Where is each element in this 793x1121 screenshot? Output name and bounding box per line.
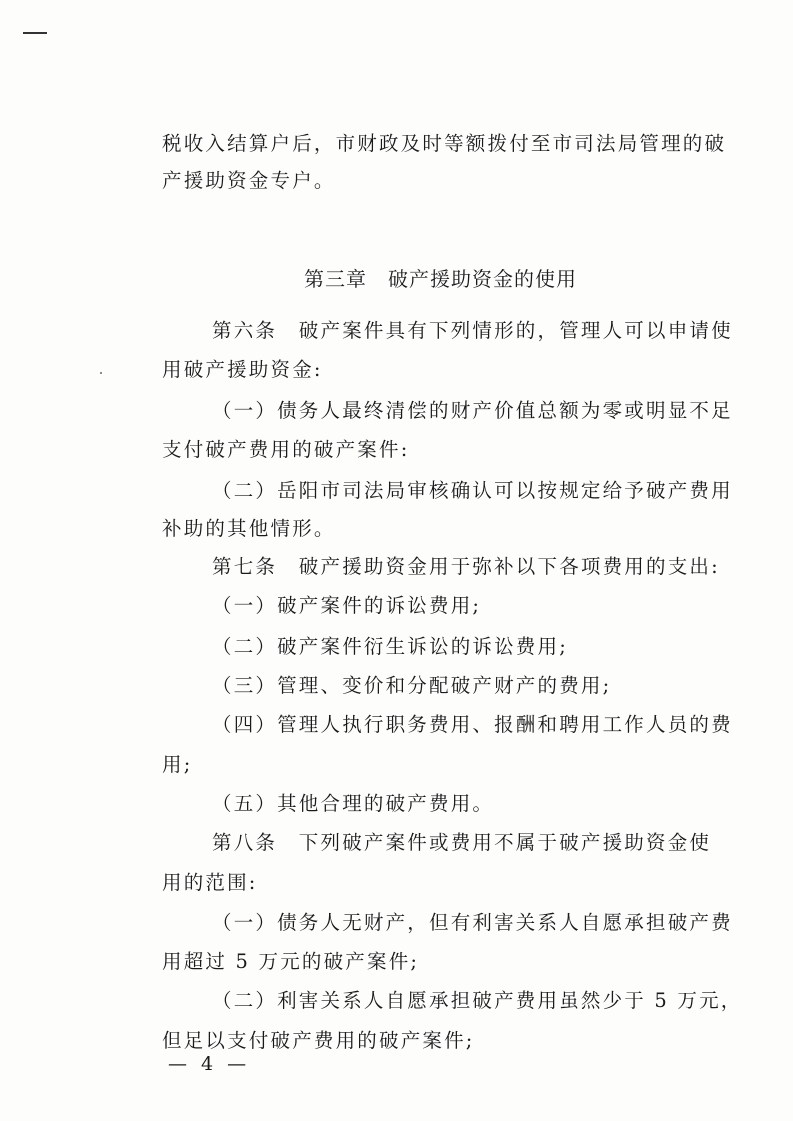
article-eight-item: 但足以支付破产费用的破产案件; bbox=[162, 1029, 475, 1052]
article-seven-item: （一）破产案件的诉讼费用; bbox=[212, 594, 482, 617]
article-seven-item: 用; bbox=[162, 753, 193, 776]
paragraph-line: 税收入结算户后，市财政及时等额拨付至市司法局管理的破 bbox=[162, 132, 727, 155]
article-eight-line: 用的范围: bbox=[162, 871, 258, 894]
article-seven-item: （三）管理、变价和分配破产财产的费用; bbox=[212, 674, 612, 697]
article-six-item: （二）岳阳市司法局审核确认可以按规定给予破产费用 bbox=[212, 479, 733, 502]
article-seven-item: （四）管理人执行职务费用、报酬和聘用工作人员的费 bbox=[212, 713, 733, 736]
chapter-heading: 第三章 破产援助资金的使用 bbox=[304, 267, 577, 291]
article-six-item: 支付破产费用的破产案件: bbox=[162, 438, 410, 461]
article-eight-line: 第八条 下列破产案件或费用不属于破产援助资金使 bbox=[212, 831, 712, 854]
article-eight-item: 用超过 5 万元的破产案件; bbox=[162, 950, 420, 973]
article-eight-item: （一）债务人无财产，但有利害关系人自愿承担破产费 bbox=[212, 911, 733, 934]
article-seven-item: （五）其他合理的破产费用。 bbox=[212, 792, 495, 815]
paragraph-line: 产援助资金专户。 bbox=[162, 169, 336, 192]
article-six-line: 第六条 破产案件具有下列情形的，管理人可以申请使 bbox=[212, 319, 733, 342]
article-six-item: （一）债务人最终清偿的财产价值总额为零或明显不足 bbox=[212, 399, 733, 422]
article-six-item: 补助的其他情形。 bbox=[162, 517, 336, 540]
article-seven-line: 第七条 破产援助资金用于弥补以下各项费用的支出: bbox=[212, 555, 720, 578]
page-number: — 4 — bbox=[168, 1053, 251, 1075]
article-six-line: 用破产援助资金: bbox=[162, 358, 323, 381]
scan-corner-mark bbox=[23, 32, 47, 34]
article-eight-item: （二）利害关系人自愿承担破产费用虽然少于 5 万元， bbox=[212, 989, 743, 1012]
article-seven-item: （二）破产案件衍生诉讼的诉讼费用; bbox=[212, 635, 568, 658]
scan-speck bbox=[100, 372, 102, 374]
